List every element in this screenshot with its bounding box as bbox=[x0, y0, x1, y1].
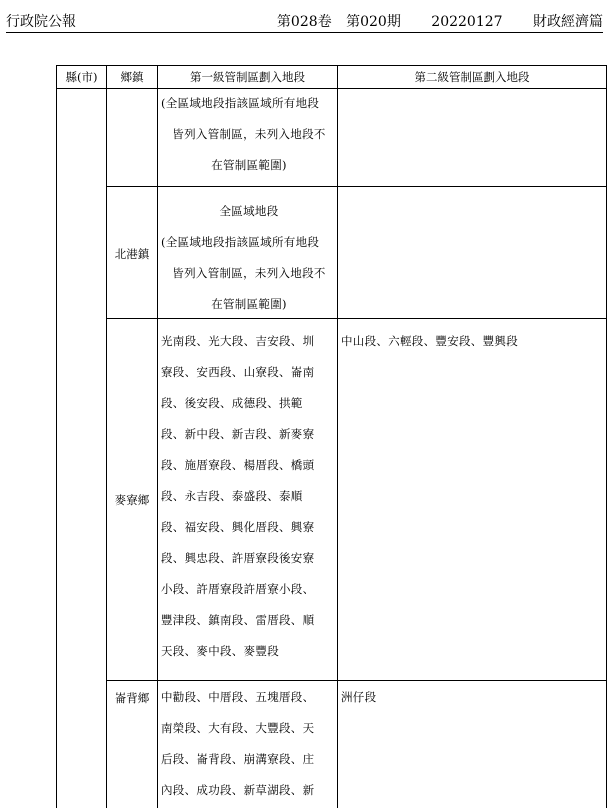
row-3-level1 bbox=[161, 326, 337, 667]
date-label: 20220127 bbox=[431, 14, 503, 30]
text-line: (全區域地段指該區域所有地段 bbox=[161, 96, 320, 110]
text-line: 段、後安段、成德段、拱範 bbox=[161, 396, 303, 410]
text-line: 光南段、光大段、吉安段、圳 bbox=[161, 334, 315, 348]
column-header-town: 鄉鎮 bbox=[120, 70, 144, 84]
text-line: 寮段、安西段、山寮段、崙南 bbox=[161, 365, 315, 379]
text-line: 內段、成功段、新草湖段、新 bbox=[161, 783, 315, 797]
town-name: 北港鎮 bbox=[114, 247, 150, 261]
text-line: 豐津段、鎮南段、雷厝段、順 bbox=[161, 613, 315, 627]
row-divider bbox=[107, 186, 606, 187]
row-divider bbox=[107, 680, 606, 681]
volume-label: 第028卷 bbox=[276, 14, 332, 30]
row-4-level1 bbox=[161, 682, 337, 806]
row-2-level1 bbox=[161, 196, 337, 320]
text-line: 在管制區範圍) bbox=[211, 158, 287, 172]
text-line: 段、興忠段、許厝寮段後安寮 bbox=[161, 551, 315, 565]
control-zone-table bbox=[56, 65, 607, 808]
section-label: 財政經濟篇 bbox=[533, 14, 603, 30]
text-line: 南榮段、大有段、大豐段、天 bbox=[161, 721, 315, 735]
text-line: 小段、許厝寮段許厝寮小段、 bbox=[161, 582, 315, 596]
column-header-level1: 第一級管制區劃入地段 bbox=[190, 70, 305, 84]
page-header bbox=[6, 10, 603, 33]
text-line: (全區域地段指該區域所有地段 bbox=[161, 235, 320, 249]
town-name: 崙背鄉 bbox=[114, 691, 150, 705]
text-line: 洲仔段 bbox=[341, 690, 377, 704]
column-divider bbox=[337, 66, 338, 808]
text-line: 皆列入管制區，未列入地段不 bbox=[172, 127, 326, 141]
column-divider bbox=[157, 66, 158, 808]
column-header-county: 縣(市) bbox=[65, 70, 98, 84]
text-line: 皆列入管制區，未列入地段不 bbox=[172, 266, 326, 280]
text-line: 天段、麥中段、麥豐段 bbox=[161, 644, 279, 658]
text-line: 段、福安段、興化厝段、興寮 bbox=[161, 520, 315, 534]
text-line: 段、永吉段、泰盛段、泰順 bbox=[161, 489, 303, 503]
text-line: 中山段、六輕段、豐安段、豐興段 bbox=[341, 334, 518, 348]
text-line: 后段、崙背段、崩溝寮段、庄 bbox=[161, 752, 315, 766]
issue-info bbox=[277, 11, 603, 31]
publication-title: 行政院公報 bbox=[6, 14, 76, 30]
row-4-level2 bbox=[341, 682, 603, 713]
town-name: 麥寮鄉 bbox=[114, 493, 150, 507]
row-1-level1 bbox=[161, 88, 337, 181]
text-line: 在管制區範圍) bbox=[211, 297, 287, 311]
text-line: 中勸段、中厝段、五塊厝段、 bbox=[161, 690, 315, 704]
column-header-level2: 第二級管制區劃入地段 bbox=[414, 70, 530, 84]
issue-label: 第020期 bbox=[346, 14, 401, 30]
text-line: 全區域地段 bbox=[219, 204, 279, 218]
row-3-level2 bbox=[341, 326, 603, 357]
text-line: 段、新中段、新吉段、新麥寮 bbox=[161, 427, 315, 441]
text-line: 段、施厝寮段、楊厝段、橋頭 bbox=[161, 458, 315, 472]
